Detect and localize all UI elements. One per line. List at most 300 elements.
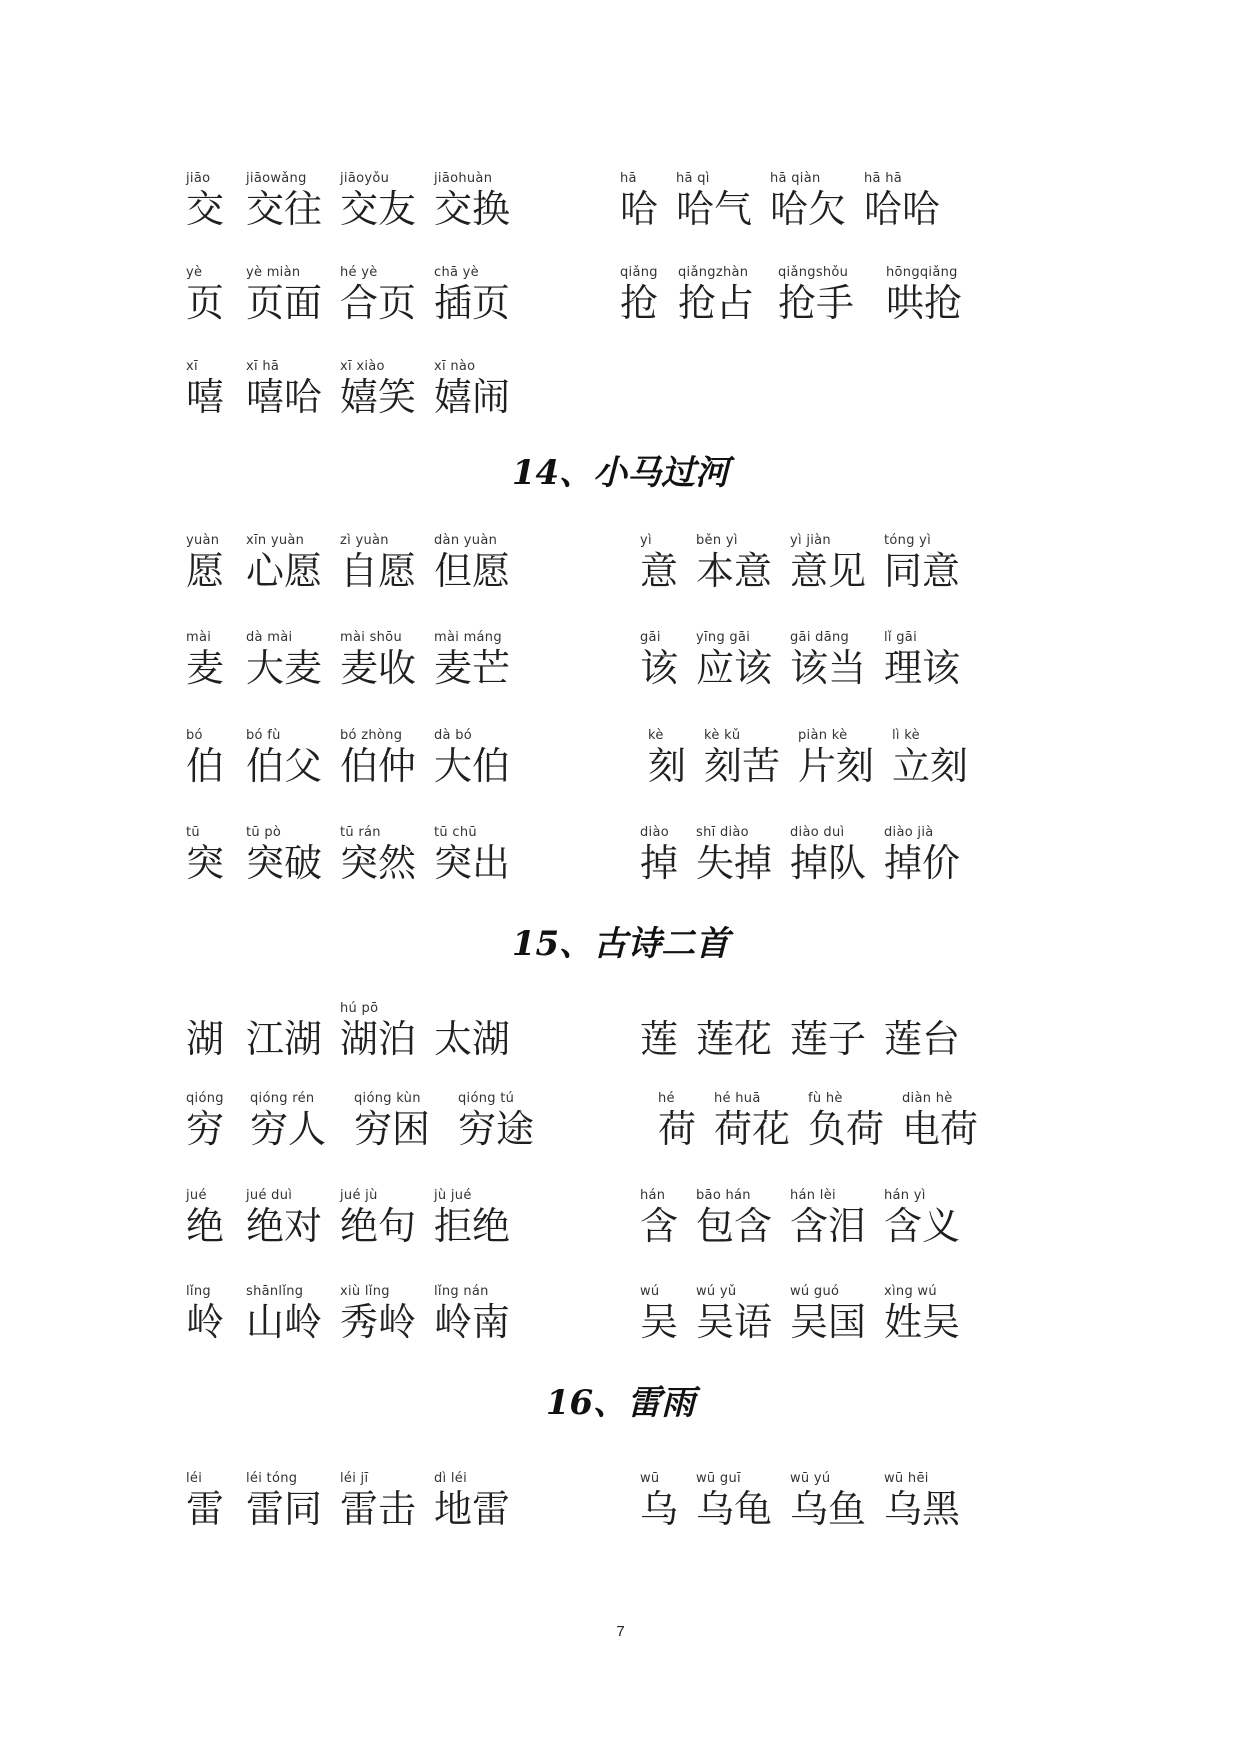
word-entry (434, 1000, 510, 1060)
pinyin (246, 1000, 322, 1018)
hanzi: 意见 (790, 549, 867, 593)
word-entry (340, 1283, 416, 1343)
word-entry (434, 727, 510, 787)
hanzi: 页 (186, 281, 225, 325)
pinyin: wū guī (696, 1471, 741, 1486)
hanzi: 岭 (186, 1300, 225, 1344)
word-entry (246, 1000, 322, 1060)
pinyin: xī nào (434, 359, 476, 374)
pinyin: diào jià (884, 825, 934, 840)
word-entry (884, 1000, 960, 1060)
hanzi: 立刻 (892, 744, 969, 788)
pinyin: qióng rén (250, 1091, 315, 1106)
word-entry (186, 727, 224, 787)
word-entry (434, 170, 510, 230)
word-entry (434, 358, 510, 418)
pinyin: hán (640, 1188, 666, 1203)
word-entry (696, 1187, 772, 1247)
pinyin: wū yú (790, 1471, 831, 1486)
pinyin: tū chū (434, 825, 477, 840)
hanzi: 合页 (340, 281, 417, 325)
word-entry (696, 629, 772, 689)
word-entry (696, 1000, 772, 1060)
word-entry (354, 1090, 430, 1150)
hanzi: 乌鱼 (790, 1487, 867, 1531)
word-entry (884, 824, 960, 884)
word-entry (340, 1470, 416, 1530)
hanzi: 麦芒 (434, 646, 511, 690)
word-entry (886, 264, 962, 324)
hanzi: 含 (640, 1204, 679, 1248)
pinyin: wú (640, 1284, 660, 1299)
hanzi: 莲 (640, 1017, 679, 1061)
word-group (640, 1470, 1060, 1530)
pinyin: wú guó (790, 1284, 840, 1299)
pinyin: qióng tú (458, 1091, 515, 1106)
pinyin: dì léi (434, 1471, 468, 1486)
pinyin: dàn yuàn (434, 533, 498, 548)
hanzi: 吴 (640, 1300, 679, 1344)
word-group (186, 1470, 656, 1530)
hanzi: 穷困 (354, 1107, 431, 1151)
hanzi: 交往 (246, 187, 323, 231)
word-entry (246, 1470, 322, 1530)
pinyin (186, 1000, 224, 1018)
word-group (186, 264, 659, 325)
hanzi: 理该 (884, 646, 961, 690)
hanzi: 大麦 (246, 646, 323, 690)
pinyin: diàn hè (902, 1091, 953, 1106)
hanzi: 该当 (790, 646, 867, 690)
hanzi: 吴国 (790, 1300, 867, 1344)
pinyin: léi tóng (246, 1471, 298, 1486)
pinyin: yè (186, 265, 203, 280)
word-entry (620, 264, 658, 324)
hanzi: 意 (640, 549, 679, 593)
hanzi: 应该 (696, 646, 773, 690)
pinyin: jù jué (434, 1188, 472, 1203)
hanzi: 插页 (434, 281, 511, 325)
pinyin: jué jù (340, 1188, 378, 1203)
word-group (186, 629, 656, 689)
hanzi: 抢占 (678, 281, 755, 325)
word-entry (640, 1283, 678, 1343)
hanzi: 交友 (340, 187, 417, 231)
hanzi: 绝 (186, 1204, 225, 1248)
word-entry (892, 727, 968, 787)
hanzi: 刻苦 (704, 744, 781, 788)
word-group (640, 532, 1060, 592)
pinyin: wū hēi (884, 1471, 929, 1486)
pinyin: xìng wú (884, 1284, 937, 1299)
hanzi: 同意 (884, 549, 961, 593)
word-entry (246, 1283, 322, 1343)
pinyin: mài shōu (340, 630, 402, 645)
word-entry (864, 170, 940, 230)
word-entry (434, 264, 510, 324)
word-entry (246, 358, 322, 418)
hanzi: 吴语 (696, 1300, 773, 1344)
word-entry (340, 727, 416, 787)
word-entry (778, 264, 854, 324)
pinyin (434, 1000, 510, 1018)
pinyin: hé huā (714, 1091, 761, 1106)
word-entry (246, 629, 322, 689)
hanzi: 突破 (246, 841, 323, 885)
word-entry (246, 1187, 322, 1247)
pinyin: zì yuàn (340, 533, 389, 548)
hanzi: 负荷 (808, 1107, 885, 1151)
word-entry (340, 358, 416, 418)
hanzi: 本意 (696, 549, 773, 593)
pinyin: kè (648, 728, 664, 743)
word-entry (246, 170, 322, 230)
hanzi: 雷击 (340, 1487, 417, 1531)
word-entry (186, 1090, 224, 1150)
pinyin: tū rán (340, 825, 381, 840)
hanzi: 秀岭 (340, 1300, 417, 1344)
pinyin: lǐng (186, 1284, 211, 1299)
word-group (640, 1000, 1060, 1060)
word-entry (696, 824, 772, 884)
word-group (648, 727, 1068, 787)
hanzi: 雷同 (246, 1487, 323, 1531)
word-group (186, 532, 656, 592)
hanzi: 抢手 (778, 281, 855, 325)
word-entry (884, 1187, 960, 1247)
pinyin: gāi (640, 630, 661, 645)
hanzi: 该 (640, 646, 679, 690)
hanzi: 哈哈 (864, 187, 941, 231)
pinyin: lǐ gāi (884, 630, 917, 645)
word-group (640, 824, 1060, 884)
pinyin: hā (620, 171, 637, 186)
hanzi: 拒绝 (434, 1204, 511, 1248)
word-group (186, 824, 656, 884)
pinyin: bó (186, 728, 203, 743)
word-group (186, 727, 656, 787)
pinyin: yì (640, 533, 652, 548)
pinyin: tū (186, 825, 200, 840)
hanzi: 穷 (186, 1107, 225, 1151)
hanzi: 乌黑 (884, 1487, 961, 1531)
hanzi: 但愿 (434, 549, 511, 593)
word-group (620, 264, 1040, 324)
hanzi: 掉 (640, 841, 679, 885)
hanzi: 太湖 (434, 1017, 511, 1061)
pinyin: tóng yì (884, 533, 932, 548)
lesson-heading: 15、古诗二首 (511, 924, 730, 964)
pinyin: qióng (186, 1091, 224, 1106)
hanzi: 含义 (884, 1204, 961, 1248)
word-entry (340, 629, 416, 689)
word-entry (246, 727, 322, 787)
word-entry (246, 264, 322, 324)
word-entry (790, 824, 866, 884)
pinyin (640, 1000, 678, 1018)
word-entry (186, 1000, 224, 1060)
pinyin: jiāohuàn (434, 171, 493, 186)
word-entry (678, 264, 754, 324)
word-entry (340, 170, 416, 230)
hanzi: 页面 (246, 281, 323, 325)
word-entry (808, 1090, 884, 1150)
word-entry (458, 1090, 534, 1150)
pinyin: tū pò (246, 825, 282, 840)
hanzi: 荷花 (714, 1107, 791, 1151)
hanzi: 江湖 (246, 1017, 323, 1061)
word-entry (340, 532, 416, 592)
hanzi: 电荷 (902, 1107, 979, 1151)
word-entry (434, 629, 510, 689)
hanzi: 乌龟 (696, 1487, 773, 1531)
hanzi: 刻 (648, 744, 687, 788)
hanzi: 突然 (340, 841, 417, 885)
word-entry (790, 1283, 866, 1343)
pinyin: hán yì (884, 1188, 926, 1203)
hanzi: 莲花 (696, 1017, 773, 1061)
pinyin: chā yè (434, 265, 479, 280)
word-group (640, 1283, 1060, 1343)
pinyin: hā hā (864, 171, 903, 186)
word-entry (714, 1090, 790, 1150)
hanzi: 嬉闹 (434, 375, 511, 419)
hanzi: 自愿 (340, 549, 417, 593)
pinyin: hú pō (340, 1001, 379, 1016)
hanzi: 哈气 (676, 187, 753, 231)
hanzi: 莲台 (884, 1017, 961, 1061)
pinyin: jiāoyǒu (340, 171, 390, 186)
word-entry (790, 1000, 866, 1060)
word-group (186, 1187, 656, 1247)
hanzi: 绝句 (340, 1204, 417, 1248)
pinyin: qiǎngzhàn (678, 265, 749, 280)
word-entry (770, 170, 846, 230)
pinyin: qióng kùn (354, 1091, 421, 1106)
word-entry (340, 1000, 416, 1060)
hanzi: 伯仲 (340, 744, 417, 788)
pinyin: shānlǐng (246, 1284, 304, 1299)
word-entry (658, 1090, 696, 1150)
hanzi: 包含 (696, 1204, 773, 1248)
word-group (186, 170, 659, 231)
word-entry (186, 532, 224, 592)
pinyin: jiāowǎng (246, 171, 307, 186)
word-group (186, 1090, 656, 1150)
hanzi: 嘻 (186, 375, 225, 419)
word-entry (340, 824, 416, 884)
lesson-heading: 16、雷雨 (545, 1383, 696, 1423)
hanzi: 嘻哈 (246, 375, 323, 419)
word-group (186, 1000, 656, 1060)
hanzi: 湖泊 (340, 1017, 417, 1061)
hanzi: 片刻 (798, 744, 875, 788)
hanzi: 麦 (186, 646, 225, 690)
word-entry (696, 1283, 772, 1343)
hanzi: 交 (186, 187, 225, 231)
pinyin: xī hā (246, 359, 280, 374)
pinyin: yīng gāi (696, 630, 751, 645)
pinyin: jiāo (186, 171, 211, 186)
word-entry (434, 824, 510, 884)
hanzi: 失掉 (696, 841, 773, 885)
hanzi: 心愿 (246, 549, 323, 593)
word-group (186, 358, 656, 418)
hanzi: 山岭 (246, 1300, 323, 1344)
pinyin (884, 1000, 960, 1018)
word-group (640, 629, 1060, 689)
word-entry (340, 1187, 416, 1247)
hanzi: 绝对 (246, 1204, 323, 1248)
pinyin: wú yǔ (696, 1284, 737, 1299)
pinyin: diào (640, 825, 669, 840)
hanzi: 雷 (186, 1487, 225, 1531)
hanzi: 掉价 (884, 841, 961, 885)
word-entry (790, 1470, 866, 1530)
pinyin: mài (186, 630, 212, 645)
hanzi: 乌 (640, 1487, 679, 1531)
word-entry (676, 170, 752, 230)
hanzi: 伯 (186, 744, 225, 788)
pinyin: léi jī (340, 1471, 369, 1486)
pinyin: xī (186, 359, 198, 374)
word-group (658, 1090, 1078, 1150)
hanzi: 伯父 (246, 744, 323, 788)
word-group (620, 170, 1040, 230)
pinyin: bó fù (246, 728, 281, 743)
hanzi: 抢 (620, 281, 659, 325)
word-entry (186, 1470, 224, 1530)
word-entry (186, 358, 224, 418)
hanzi: 愿 (186, 549, 225, 593)
pinyin: gāi dāng (790, 630, 850, 645)
pinyin (790, 1000, 866, 1018)
pinyin: hán lèi (790, 1188, 836, 1203)
pinyin: yì jiàn (790, 533, 831, 548)
word-entry (434, 1283, 510, 1343)
lesson-heading: 14、小马过河 (511, 453, 730, 493)
word-entry (648, 727, 686, 787)
word-entry (246, 824, 322, 884)
pinyin: yuàn (186, 533, 220, 548)
pinyin: xī xiào (340, 359, 385, 374)
word-group (640, 1187, 1060, 1247)
pinyin: běn yì (696, 533, 738, 548)
pinyin: lǐng nán (434, 1284, 489, 1299)
pinyin: yè miàn (246, 265, 301, 280)
word-entry (186, 824, 224, 884)
hanzi: 掉队 (790, 841, 867, 885)
word-entry (186, 629, 224, 689)
hanzi: 哈 (620, 187, 659, 231)
hanzi: 穷人 (250, 1107, 327, 1151)
word-entry (640, 1187, 678, 1247)
pinyin: léi (186, 1471, 203, 1486)
word-entry (884, 629, 960, 689)
word-entry (696, 532, 772, 592)
pinyin: hā qiàn (770, 171, 821, 186)
hanzi: 交换 (434, 187, 511, 231)
word-entry (640, 532, 678, 592)
word-entry (620, 170, 658, 230)
word-entry (186, 1187, 224, 1247)
hanzi: 大伯 (434, 744, 511, 788)
hanzi: 突 (186, 841, 225, 885)
word-entry (790, 1187, 866, 1247)
word-entry (246, 532, 322, 592)
word-entry (434, 1470, 510, 1530)
word-entry (640, 824, 678, 884)
hanzi: 穷途 (458, 1107, 535, 1151)
hanzi: 莲子 (790, 1017, 867, 1061)
word-entry (884, 532, 960, 592)
word-entry (696, 1470, 772, 1530)
pinyin: jué duì (246, 1188, 293, 1203)
pinyin: hōngqiǎng (886, 265, 958, 280)
word-entry (640, 629, 678, 689)
word-entry (340, 264, 416, 324)
word-entry (434, 1187, 510, 1247)
word-entry (640, 1000, 678, 1060)
pinyin: dà mài (246, 630, 293, 645)
hanzi: 麦收 (340, 646, 417, 690)
word-entry (186, 170, 224, 230)
word-entry (704, 727, 780, 787)
word-entry (790, 532, 866, 592)
pinyin: fù hè (808, 1091, 843, 1106)
hanzi: 姓吴 (884, 1300, 961, 1344)
hanzi: 湖 (186, 1017, 225, 1061)
pinyin: kè kǔ (704, 728, 741, 743)
hanzi: 岭南 (434, 1300, 511, 1344)
pinyin: hā qì (676, 171, 710, 186)
word-entry (640, 1470, 678, 1530)
pinyin: diào duì (790, 825, 845, 840)
word-entry (186, 1283, 224, 1343)
pinyin: dà bó (434, 728, 473, 743)
pinyin: xiù lǐng (340, 1284, 390, 1299)
pinyin: hé (658, 1091, 675, 1106)
word-entry (434, 532, 510, 592)
hanzi: 地雷 (434, 1487, 511, 1531)
pinyin: piàn kè (798, 728, 848, 743)
hanzi: 哈欠 (770, 187, 847, 231)
word-entry (250, 1090, 326, 1150)
word-entry (790, 629, 866, 689)
word-entry (186, 264, 224, 324)
word-group (186, 1283, 656, 1343)
pinyin: jué (186, 1188, 207, 1203)
pinyin: hé yè (340, 265, 378, 280)
pinyin: shī diào (696, 825, 749, 840)
pinyin: bāo hán (696, 1188, 751, 1203)
pinyin: qiǎng (620, 265, 658, 280)
hanzi: 嬉笑 (340, 375, 417, 419)
pinyin: bó zhòng (340, 728, 403, 743)
word-entry (884, 1470, 960, 1530)
pinyin: qiǎngshǒu (778, 265, 849, 280)
pinyin: xīn yuàn (246, 533, 305, 548)
pinyin (696, 1000, 772, 1018)
word-entry (902, 1090, 978, 1150)
hanzi: 哄抢 (886, 281, 963, 325)
word-entry (884, 1283, 960, 1343)
page-number: 7 (616, 1623, 625, 1640)
hanzi: 含泪 (790, 1204, 867, 1248)
hanzi: 突出 (434, 841, 511, 885)
pinyin: lì kè (892, 728, 920, 743)
pinyin: mài máng (434, 630, 502, 645)
